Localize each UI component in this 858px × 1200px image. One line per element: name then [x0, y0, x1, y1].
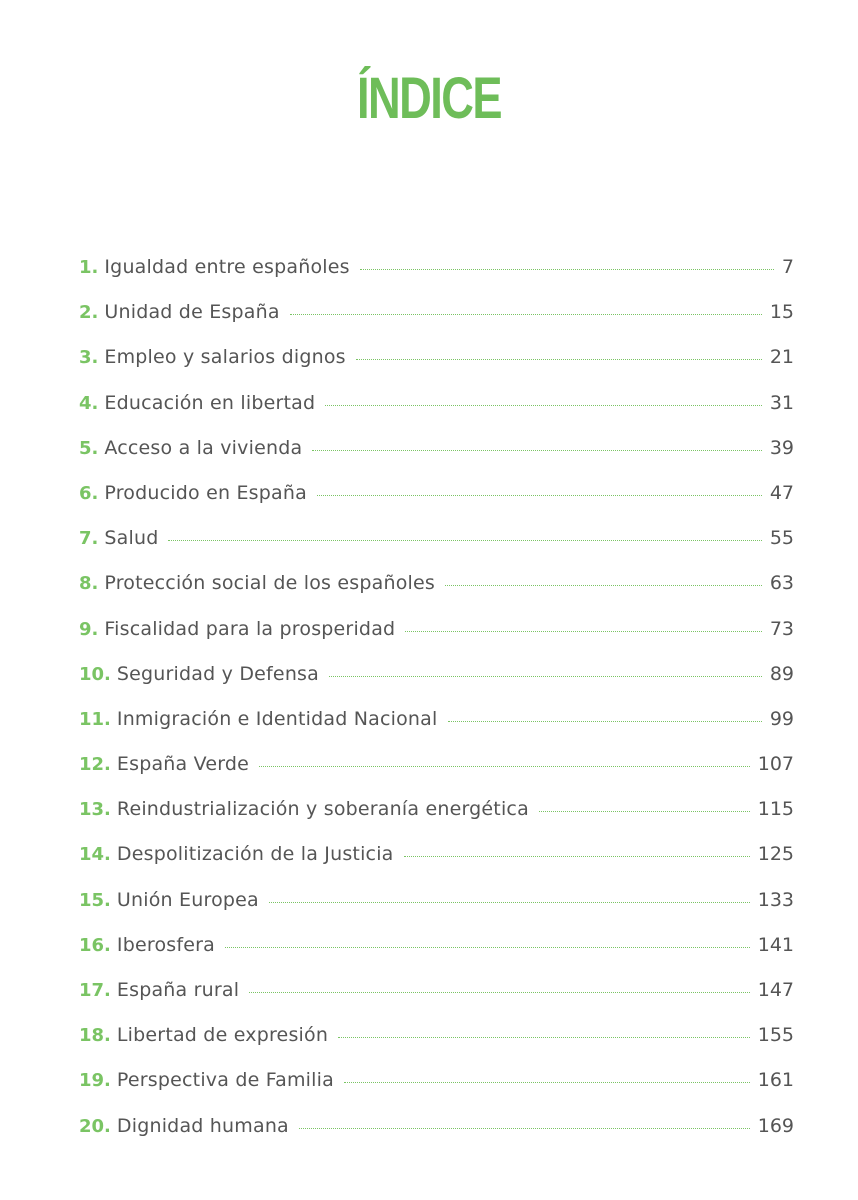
toc-item[interactable]: [79, 798, 794, 843]
toc-dot-leader: [405, 631, 762, 632]
toc-dot-leader: [269, 902, 750, 903]
toc-item-number: 18.: [79, 1025, 111, 1047]
toc-item-label: Salud: [104, 527, 159, 550]
toc-item-number: 19.: [79, 1070, 111, 1092]
toc-dot-leader: [404, 856, 750, 857]
toc-item-page: 39: [769, 436, 794, 459]
toc-item[interactable]: [79, 256, 794, 301]
toc-item-number: 3.: [79, 347, 99, 369]
toc-item-label: Unión Europea: [116, 888, 259, 911]
toc-item-number: 9.: [79, 618, 99, 640]
toc-item-page: 147: [757, 979, 794, 1001]
toc-item-page: 47: [769, 481, 794, 504]
toc-item[interactable]: [79, 979, 794, 1024]
toc-item-page: 55: [769, 527, 794, 550]
toc-item[interactable]: [79, 346, 794, 391]
toc-item-label: Protección social de los españoles: [104, 572, 436, 595]
toc-dot-leader: [249, 992, 750, 993]
toc-item-number: 16.: [79, 934, 111, 956]
toc-item-label: España rural: [116, 979, 240, 1001]
toc-item-page: 99: [769, 707, 794, 730]
toc-item[interactable]: [79, 301, 794, 346]
toc-item-label: España Verde: [116, 753, 250, 776]
toc-item-page: 31: [769, 391, 794, 414]
table-of-contents: [79, 256, 794, 1160]
toc-dot-leader: [317, 495, 762, 496]
toc-item-number: 17.: [79, 980, 111, 1001]
toc-item-page: 125: [757, 843, 794, 866]
toc-item-number: 12.: [79, 754, 111, 776]
toc-item[interactable]: [79, 753, 794, 798]
toc-item[interactable]: [79, 437, 794, 482]
toc-item-number: 2.: [79, 302, 99, 324]
page-title: ÍNDICE: [357, 65, 501, 131]
toc-dot-leader: [445, 585, 762, 586]
toc-dot-leader: [259, 766, 750, 767]
toc-dot-leader: [290, 314, 762, 315]
toc-item[interactable]: [79, 1069, 794, 1114]
toc-item-label: Seguridad y Defensa: [116, 662, 320, 685]
toc-item-page: 155: [757, 1024, 794, 1047]
toc-item-number: 6.: [79, 482, 99, 504]
toc-item-label: Producido en España: [104, 481, 307, 504]
toc-item-label: Fiscalidad para la prosperidad: [104, 617, 396, 640]
toc-dot-leader: [168, 540, 761, 541]
toc-item[interactable]: [79, 392, 794, 437]
toc-item-label: Libertad de expresión: [116, 1024, 329, 1047]
toc-dot-leader: [356, 359, 762, 360]
toc-item-label: Despolitización de la Justicia: [116, 843, 394, 866]
toc-item-page: 107: [757, 753, 794, 776]
toc-item-number: 20.: [79, 1115, 111, 1137]
toc-item[interactable]: [79, 572, 794, 617]
toc-dot-leader: [338, 1037, 750, 1038]
toc-item-label: Inmigración e Identidad Nacional: [116, 707, 438, 730]
toc-item-label: Perspectiva de Familia: [116, 1069, 334, 1092]
toc-dot-leader: [299, 1128, 750, 1129]
toc-dot-leader: [325, 405, 762, 406]
toc-item-label: Igualdad entre españoles: [104, 256, 350, 278]
toc-item-label: Acceso a la vivienda: [104, 436, 303, 459]
toc-item-label: Reindustrialización y soberanía energética: [116, 798, 529, 821]
toc-item-number: 13.: [79, 799, 111, 821]
toc-item[interactable]: [79, 708, 794, 753]
toc-item-number: 7.: [79, 528, 99, 550]
toc-dot-leader: [539, 811, 750, 812]
toc-item-label: Unidad de España: [104, 301, 280, 324]
toc-item-page: 133: [757, 888, 794, 911]
toc-item-number: 15.: [79, 889, 111, 911]
toc-dot-leader: [360, 269, 774, 270]
toc-item-page: 115: [757, 798, 794, 821]
toc-item-number: 5.: [79, 437, 99, 459]
toc-item[interactable]: [79, 843, 794, 888]
toc-item[interactable]: [79, 663, 794, 708]
toc-item[interactable]: [79, 934, 794, 979]
toc-item-number: 14.: [79, 844, 111, 866]
toc-item[interactable]: [79, 1024, 794, 1069]
toc-item-page: 161: [757, 1069, 794, 1092]
toc-item-number: 10.: [79, 663, 111, 685]
toc-item-number: 11.: [79, 708, 111, 730]
toc-item[interactable]: [79, 1115, 794, 1160]
toc-item-page: 169: [757, 1114, 794, 1137]
toc-item-label: Empleo y salarios dignos: [104, 346, 346, 369]
toc-dot-leader: [312, 450, 762, 451]
toc-item-page: 141: [757, 933, 794, 956]
toc-item-number: 1.: [79, 257, 99, 278]
toc-item[interactable]: [79, 618, 794, 663]
toc-item-page: 21: [769, 346, 794, 369]
toc-item-page: 7: [781, 256, 794, 278]
toc-dot-leader: [225, 947, 750, 948]
toc-item[interactable]: [79, 482, 794, 527]
toc-dot-leader: [329, 676, 762, 677]
toc-dot-leader: [448, 721, 762, 722]
toc-item-label: Educación en libertad: [104, 391, 316, 414]
toc-item-label: Iberosfera: [116, 933, 215, 956]
toc-item-label: Dignidad humana: [116, 1114, 289, 1137]
toc-item[interactable]: [79, 527, 794, 572]
toc-item-page: 63: [769, 572, 794, 595]
toc-item-page: 15: [769, 301, 794, 324]
toc-dot-leader: [344, 1082, 750, 1083]
toc-item-number: 8.: [79, 573, 99, 595]
toc-item-page: 89: [769, 662, 794, 685]
toc-item[interactable]: [79, 889, 794, 934]
toc-item-number: 4.: [79, 392, 99, 414]
toc-item-page: 73: [769, 617, 794, 640]
